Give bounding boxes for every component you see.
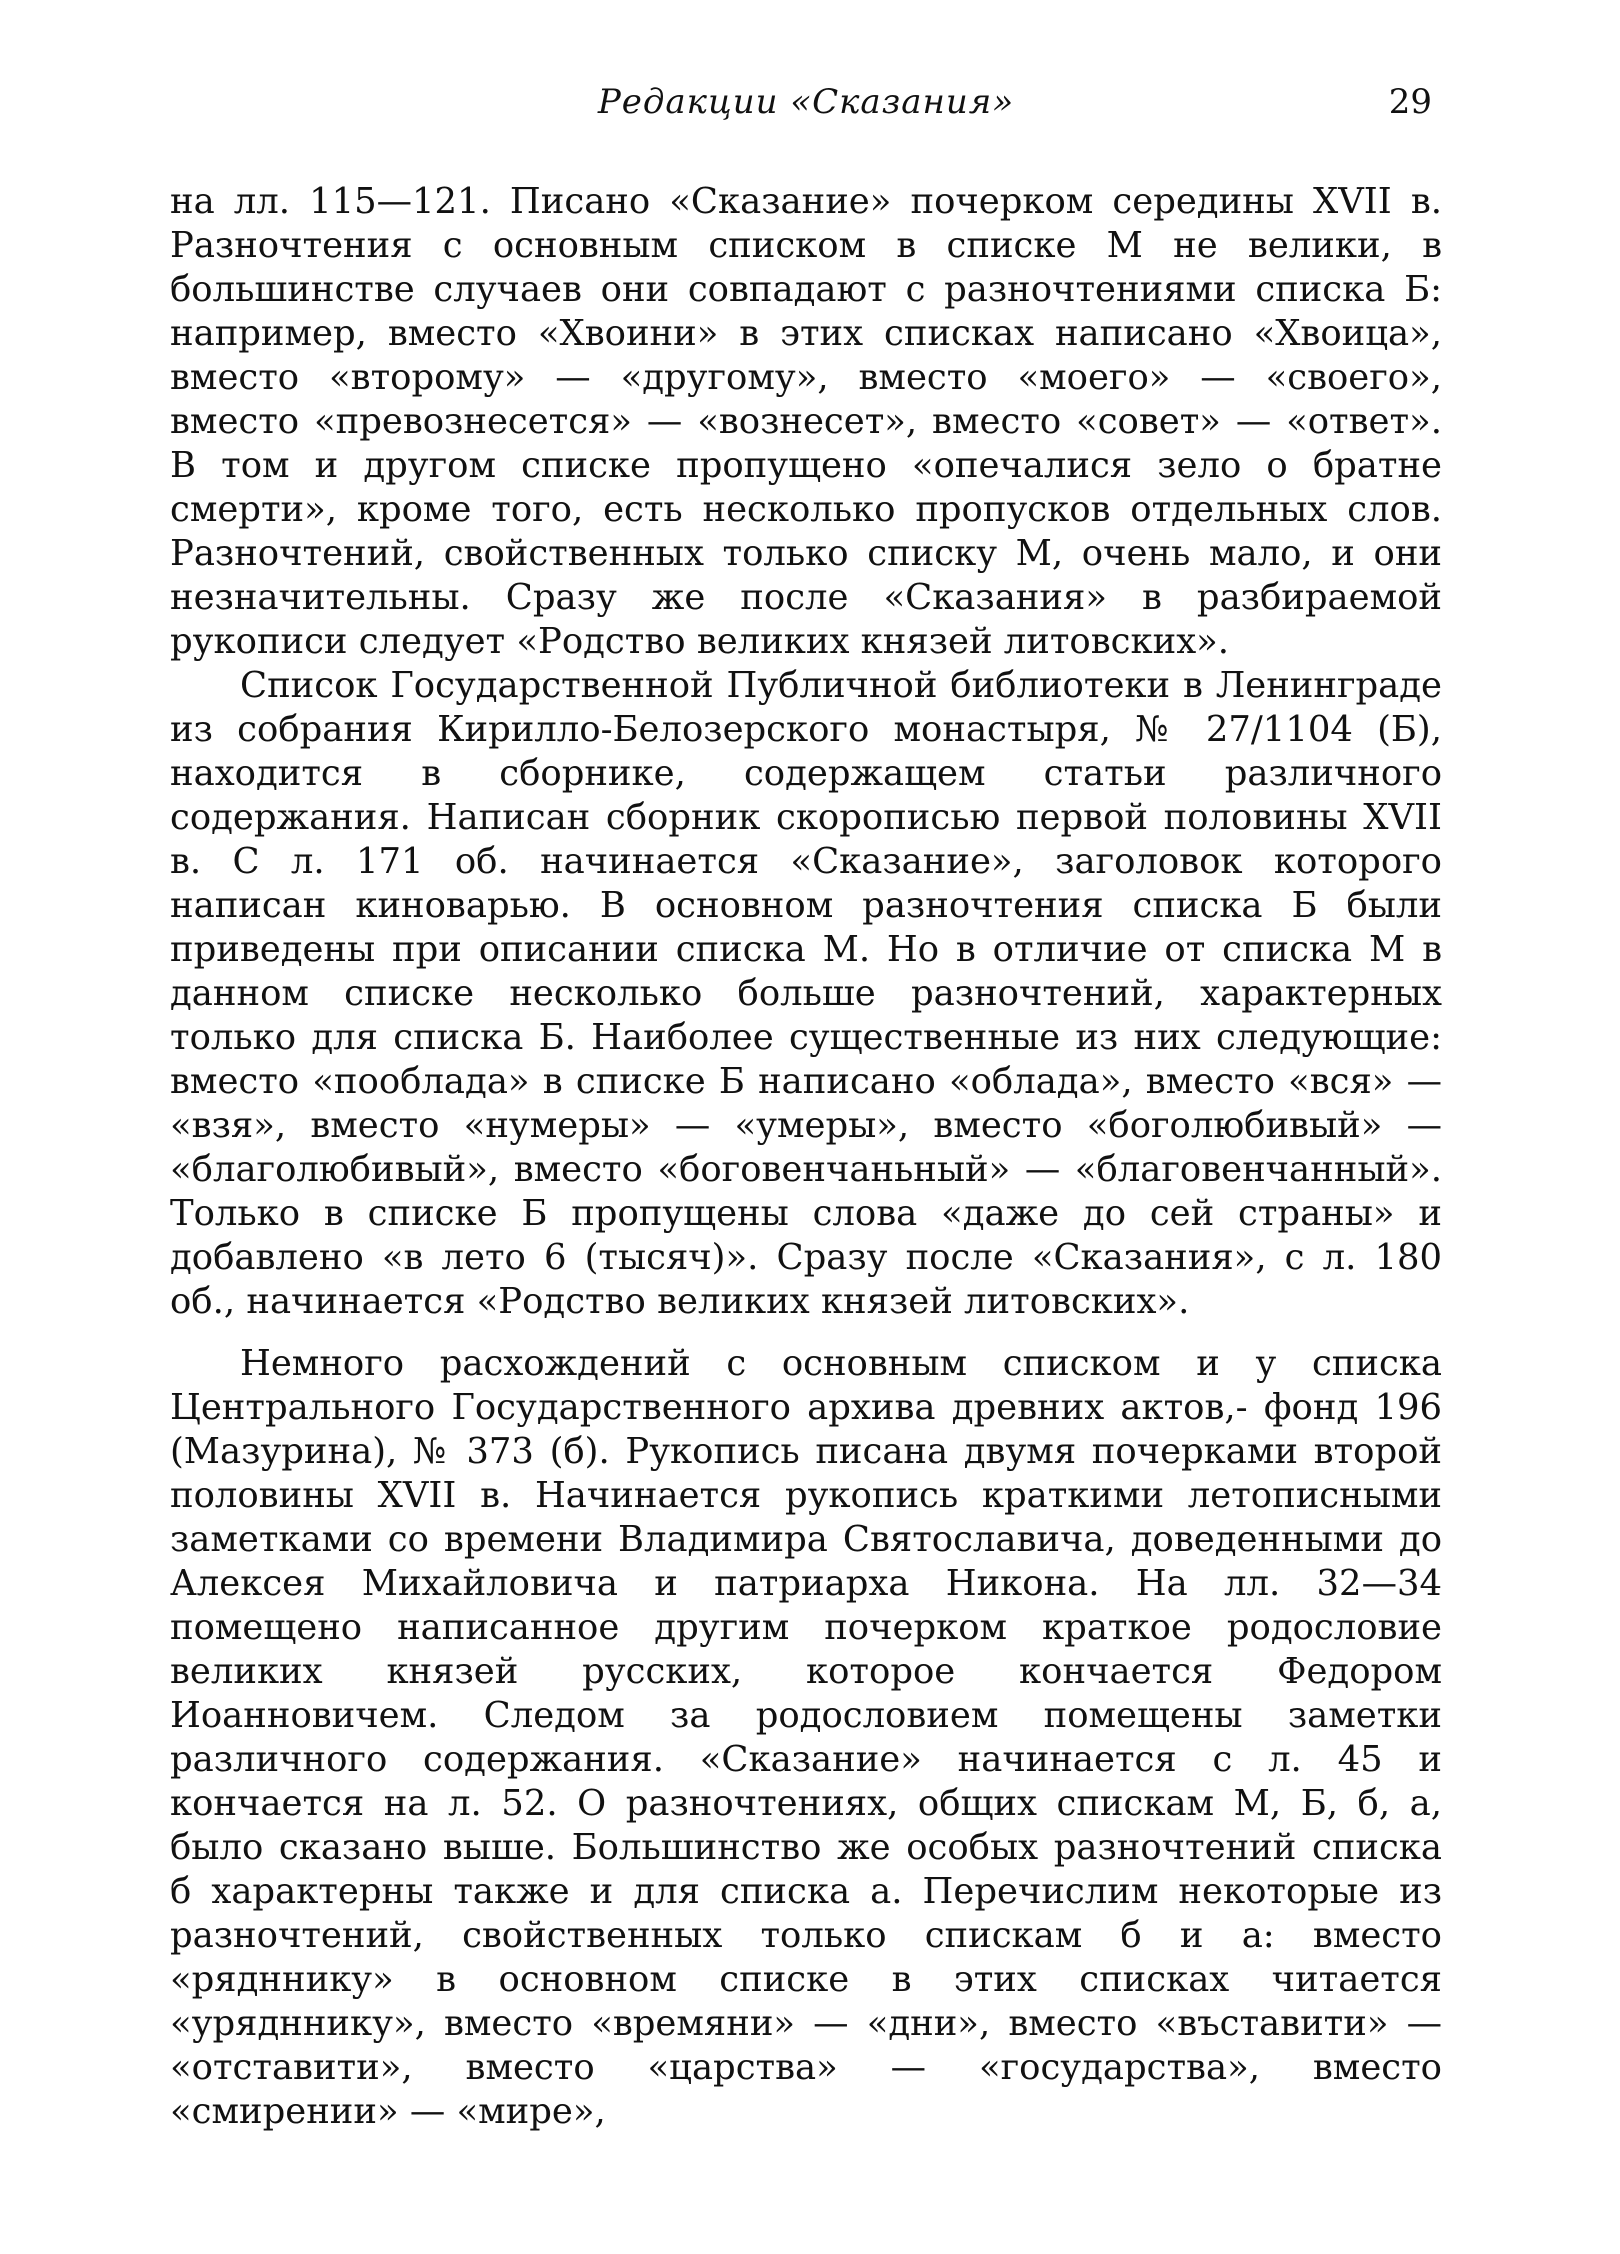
running-head	[170, 60, 1442, 140]
running-title: Редакции «Сказания»	[597, 82, 1015, 122]
paragraph-gpb-list: Список Государственной Публичной библиотеки в Ленинграде из собрания Кирилло-Белозерского монастыря, № 27/1104 (Б), находится в сборнике, содержащем статьи различного содержания. Написан сборник скорописью первой половины XVII в. С л. 171 об. начинается «Сказание», заголовок которого написан киноварью. В основном разночтения списка Б были приведены при описании списка М. Но в отличие от списка М в данном списке несколько больше разночтений, характерных только для списка Б. Наиболее существенные из них следующие: вместо «пооблада» в списке Б написано «облада», вместо «вся» — «взя», вместо «нумеры» — «умеры», вместо «боголюбивый» — «благолюбивый», вместо «боговенчаньный» — «благовенчанный». Только в списке Б пропущены слова «даже до сей страны» и добавлено «в лето 6 (тысяч)». Сразу после «Сказания», с л. 180 об., начинается «Родство великих князей литовских».	[170, 665, 1442, 1322]
book-page	[170, 60, 1442, 2200]
body-text	[170, 180, 1442, 2134]
paragraph-tsgada-list: Немного расхождений с основным списком и у списка Центрального Государственного архива древних актов,- фонд 196 (Мазурина), № 373 (б). Рукопись писана двумя почерками второй половины XVII в. Начинается рукопись краткими летописными заметками со времени Владимира Святославича, доведенными до Алексея Михайловича и патриарха Никона. На лл. 32—34 помещено написанное другим почерком краткое родословие великих князей русских, которое кончается Федором Иоанновичем. Следом за родословием помещены заметки различного содержания. «Сказание» начинается с л. 45 и кончается на л. 52. О разночтениях, общих спискам М, Б, б, а, было сказано выше. Большинство же особых разночтений списка б характерны также и для списка а. Перечислим некоторые из разночтений, свойственных только спискам б и а: вместо «рядннику» в основном списке в этих списках читается «урядннику», вместо «времяни» — «дни», вместо «въставити» — «отставити», вместо «царства» — «государства», вместо «смирении» — «мире»,	[170, 1343, 1442, 2132]
paragraph-continuation: на лл. 115—121. Писано «Сказание» почерком середины XVII в. Разночтения с основным списком в списке М не велики, в большинстве случаев они совпадают с разночтениями списка Б: например, вместо «Хвоини» в этих списках написано «Хвоица», вместо «второму» — «другому», вместо «моего» — «своего», вместо «превознесется» — «вознесет», вместо «совет» — «ответ». В том и другом списке пропущено «опечалися зело о братне смерти», кроме того, есть несколько пропусков отдельных слов. Разночтений, свойственных только списку М, очень мало, и они незначительны. Сразу же после «Сказания» в разбираемой рукописи следует «Родство великих князей литовских».	[170, 181, 1442, 662]
page-number: 29	[1388, 82, 1432, 122]
